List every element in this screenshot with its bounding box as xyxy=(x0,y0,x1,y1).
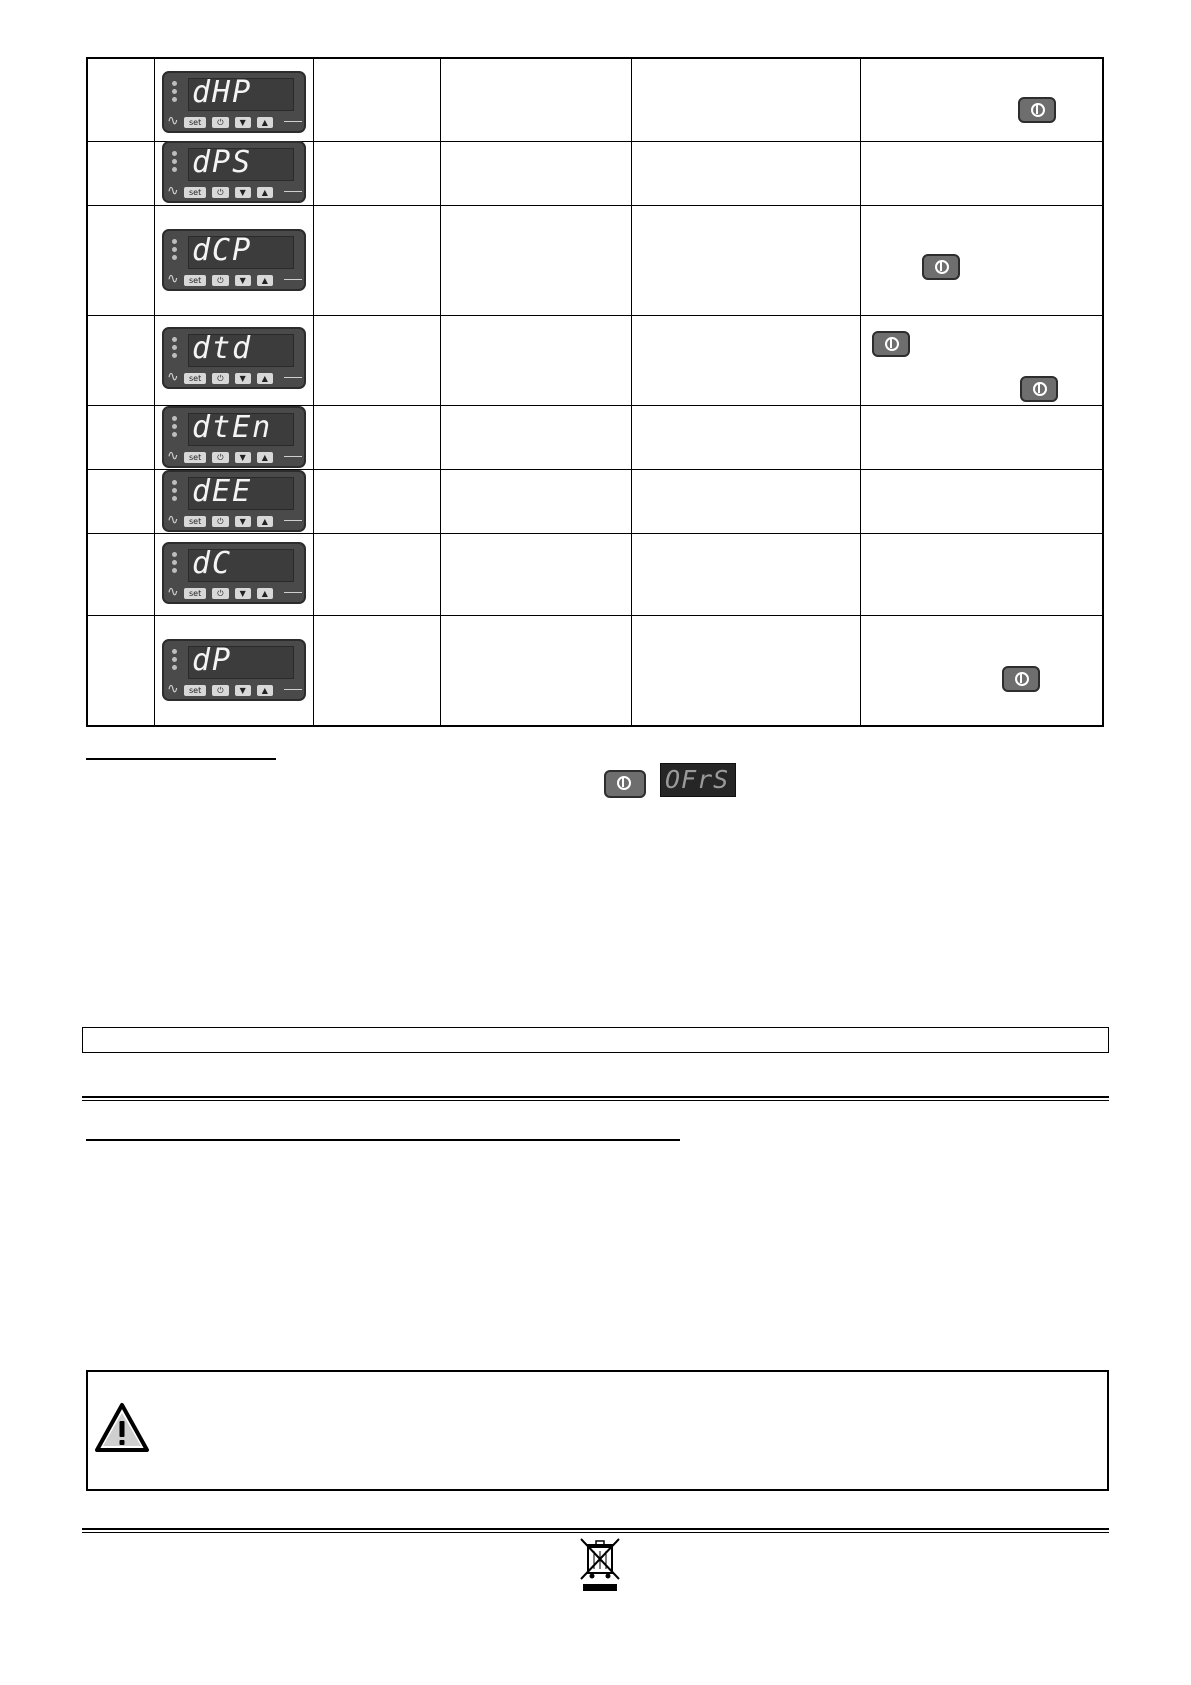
status-leds xyxy=(172,337,180,361)
status-leds xyxy=(172,480,180,504)
down-key: ▼ xyxy=(235,685,251,696)
column-divider xyxy=(154,59,155,725)
controller-keys xyxy=(184,515,273,527)
status-leds xyxy=(172,151,180,175)
set-key: set xyxy=(184,685,206,696)
controller-keys xyxy=(184,186,273,198)
warning-box xyxy=(86,1370,1109,1491)
down-key: ▼ xyxy=(235,117,251,128)
display-line xyxy=(284,689,302,690)
down-key: ▼ xyxy=(235,373,251,384)
column-divider xyxy=(440,59,441,725)
down-key: ▼ xyxy=(235,452,251,463)
crossed-out-wheelie-bin-icon xyxy=(578,1537,622,1593)
display-line xyxy=(284,279,302,280)
controller-display xyxy=(162,470,306,532)
power-key: ⏻ xyxy=(212,685,228,696)
up-key: ▲ xyxy=(257,452,273,463)
set-key: set xyxy=(184,373,206,384)
set-key: set xyxy=(184,452,206,463)
wave-icon: ∿ xyxy=(167,182,179,198)
display-code: dtd xyxy=(192,331,253,366)
row-divider xyxy=(88,205,1102,206)
power-key: ⏻ xyxy=(212,187,228,198)
controller-display xyxy=(162,327,306,389)
display-code: dP xyxy=(192,643,233,678)
status-leds xyxy=(172,81,180,105)
power-key-icon xyxy=(922,254,960,280)
up-key: ▲ xyxy=(257,187,273,198)
set-key: set xyxy=(184,187,206,198)
display-code-badge xyxy=(660,763,736,797)
set-key: set xyxy=(184,275,206,286)
up-key: ▲ xyxy=(257,373,273,384)
display-line xyxy=(284,121,302,122)
parameter-table xyxy=(86,57,1104,727)
power-key: ⏻ xyxy=(212,452,228,463)
power-key-icon xyxy=(1018,97,1056,123)
display-line xyxy=(284,191,302,192)
column-divider xyxy=(631,59,632,725)
controller-keys xyxy=(184,372,273,384)
controller-display xyxy=(162,542,306,604)
up-key: ▲ xyxy=(257,588,273,599)
section-divider xyxy=(82,1096,1109,1101)
controller-keys xyxy=(184,116,273,128)
status-leds xyxy=(172,239,180,263)
controller-display xyxy=(162,639,306,701)
display-code: dPS xyxy=(192,145,253,180)
status-leds xyxy=(172,649,180,673)
column-divider xyxy=(860,59,861,725)
display-line xyxy=(284,456,302,457)
display-line xyxy=(284,377,302,378)
controller-display xyxy=(162,141,306,203)
power-key-icon xyxy=(1020,376,1058,402)
column-divider xyxy=(313,59,314,725)
controller-keys xyxy=(184,684,273,696)
controller-keys xyxy=(184,451,273,463)
row-divider xyxy=(88,315,1102,316)
down-key: ▼ xyxy=(235,275,251,286)
power-key: ⏻ xyxy=(212,117,228,128)
controller-keys xyxy=(184,587,273,599)
controller-display xyxy=(162,71,306,133)
wave-icon: ∿ xyxy=(167,368,179,384)
display-line xyxy=(284,520,302,521)
down-key: ▼ xyxy=(235,516,251,527)
footer-divider xyxy=(82,1528,1109,1533)
wave-icon: ∿ xyxy=(167,680,179,696)
controller-display xyxy=(162,406,306,468)
wave-icon: ∿ xyxy=(167,511,179,527)
display-code: dC xyxy=(192,546,233,581)
status-leds xyxy=(172,552,180,576)
section-heading-underline xyxy=(86,1139,680,1141)
note-box xyxy=(82,1027,1109,1053)
power-key-icon xyxy=(872,331,910,357)
display-code: dCP xyxy=(192,233,253,268)
set-key: set xyxy=(184,588,206,599)
set-key: set xyxy=(184,516,206,527)
display-line xyxy=(284,592,302,593)
display-code: dtEn xyxy=(192,410,273,445)
display-code-text: OFrS xyxy=(665,765,730,794)
row-divider xyxy=(88,615,1102,616)
power-key: ⏻ xyxy=(212,588,228,599)
down-key: ▼ xyxy=(235,187,251,198)
display-code: dHP xyxy=(192,75,253,110)
power-key: ⏻ xyxy=(212,275,228,286)
up-key: ▲ xyxy=(257,516,273,527)
up-key: ▲ xyxy=(257,685,273,696)
power-key-icon xyxy=(1002,666,1040,692)
section-heading-underline xyxy=(86,758,276,760)
up-key: ▲ xyxy=(257,117,273,128)
controller-display xyxy=(162,229,306,291)
wave-icon: ∿ xyxy=(167,447,179,463)
up-key: ▲ xyxy=(257,275,273,286)
power-key-icon xyxy=(604,770,646,798)
down-key: ▼ xyxy=(235,588,251,599)
controller-keys xyxy=(184,274,273,286)
wave-icon: ∿ xyxy=(167,112,179,128)
status-leds xyxy=(172,416,180,440)
set-key: set xyxy=(184,117,206,128)
wave-icon: ∿ xyxy=(167,583,179,599)
row-divider xyxy=(88,533,1102,534)
power-key: ⏻ xyxy=(212,516,228,527)
display-code: dEE xyxy=(192,474,253,509)
warning-triangle-icon xyxy=(94,1402,150,1454)
power-key: ⏻ xyxy=(212,373,228,384)
wave-icon: ∿ xyxy=(167,270,179,286)
